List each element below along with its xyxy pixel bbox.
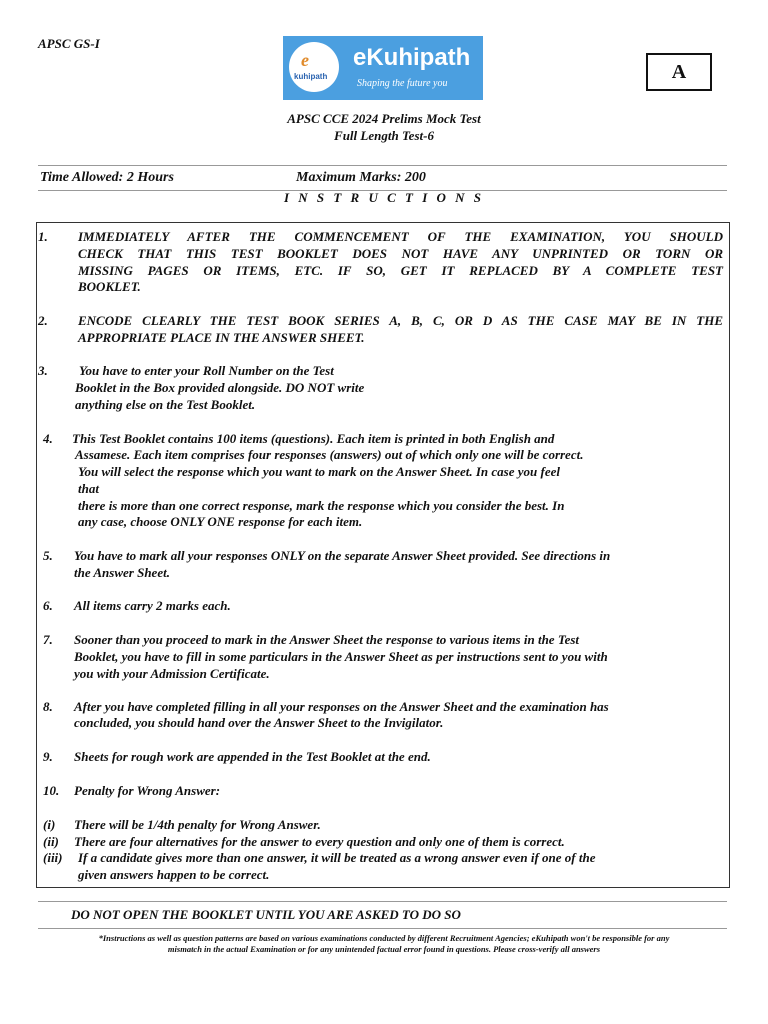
instruction-4-line: there is more than one correct response, mark the response which you consider the best. In: [78, 498, 565, 513]
instruction-5-line: You have to mark all your responses ONLY on the separate Answer Sheet provided. See directions in: [74, 548, 611, 563]
test-series-letter: A: [671, 60, 687, 83]
instruction-2-line: ENCODE CLEARLY THE TEST BOOK SERIES A, B, C, OR D AS THE CASE MAY BE IN THE: [78, 313, 723, 328]
instruction-4-line: This Test Booklet contains 100 items (questions). Each item is printed in both English and: [72, 431, 555, 446]
test-series-box: [646, 53, 712, 91]
instruction-number: 9.: [43, 749, 53, 764]
instruction-7-line: you with your Admission Certificate.: [74, 666, 270, 681]
instruction-1-line: CHECK THAT THIS TEST BOOKLET DOES NOT HAVE ANY UNPRINTED OR TORN OR: [78, 246, 723, 261]
instruction-number: 3.: [38, 363, 48, 378]
instruction-8-line: concluded, you should hand over the Answer Sheet to the Invigilator.: [74, 715, 444, 730]
instruction-number: 4.: [43, 431, 53, 446]
do-not-open-warning: DO NOT OPEN THE BOOKLET UNTIL YOU ARE ASKED TO DO SO: [71, 907, 461, 922]
penalty-number: (i): [43, 817, 56, 832]
time-allowed: Time Allowed: 2 Hours: [40, 170, 174, 185]
divider: [38, 165, 727, 166]
subject-code: APSC GS-I: [38, 36, 100, 51]
instruction-3-line: You have to enter your Roll Number on the Test: [79, 363, 334, 378]
instruction-number: 5.: [43, 548, 53, 563]
instruction-3-line: Booklet in the Box provided alongside. DO NOT write: [75, 380, 365, 395]
test-subtitle: Full Length Test-6: [334, 128, 434, 143]
penalty-line: There will be 1/4th penalty for Wrong Answer.: [74, 817, 321, 832]
test-title: APSC CCE 2024 Prelims Mock Test: [287, 111, 481, 126]
instruction-4-line: Assamese. Each item comprises four responses (answers) out of which only one will be correct.: [75, 447, 584, 462]
footnote-line: mismatch in the actual Examination or for any unintended factual error found in questions. Please cross-verify all answers: [167, 944, 601, 954]
instruction-number: 8.: [43, 699, 53, 714]
instruction-1-line: BOOKLET.: [78, 279, 141, 294]
instruction-7-line: Booklet, you have to fill in some particulars in the Answer Sheet as per instructions sent to you with: [74, 649, 608, 664]
instruction-5-line: the Answer Sheet.: [74, 565, 170, 580]
instruction-7-line: Sooner than you proceed to mark in the Answer Sheet the response to various items in the Test: [74, 632, 580, 647]
instruction-1-line: IMMEDIATELY AFTER THE COMMENCEMENT OF THE EXAMINATION, YOU SHOULD: [78, 229, 723, 244]
instruction-1-line: MISSING PAGES OR ITEMS, ETC. IF SO, GET IT REPLACED BY A COMPLETE TEST: [78, 263, 723, 278]
instruction-10-line: Penalty for Wrong Answer:: [74, 783, 221, 798]
instruction-9-line: Sheets for rough work are appended in the Test Booklet at the end.: [74, 749, 431, 764]
penalty-line: There are four alternatives for the answer to every question and only one of them is correct.: [74, 834, 565, 849]
instruction-4-line: You will select the response which you want to mark on the Answer Sheet. In case you feel: [78, 464, 560, 479]
instruction-number: 7.: [43, 632, 53, 647]
logo-small-text: kuhipath: [294, 72, 328, 81]
penalty-number: (iii): [43, 850, 63, 865]
logo-name: eKuhipath: [353, 44, 471, 71]
logo-mark: e: [301, 50, 309, 70]
instruction-number: 6.: [43, 598, 53, 613]
ekuhipath-logo: [283, 36, 483, 100]
instruction-4-line: that: [78, 481, 99, 496]
maximum-marks: Maximum Marks: 200: [296, 170, 426, 185]
logo-tagline: Shaping the future you: [357, 78, 448, 89]
logo-emblem-icon: [289, 42, 339, 92]
disclaimer-footnote: [36, 933, 732, 955]
instruction-number: 1.: [38, 229, 48, 244]
penalty-number: (ii): [43, 834, 59, 849]
instruction-2-line: APPROPRIATE PLACE IN THE ANSWER SHEET.: [78, 330, 365, 345]
penalty-line: If a candidate gives more than one answer, it will be treated as a wrong answer even if one of the: [78, 850, 596, 865]
instruction-4-line: any case, choose ONLY ONE response for each item.: [78, 514, 363, 529]
penalty-line: given answers happen to be correct.: [78, 867, 270, 882]
footnote-line: *Instructions as well as question patterns are based on various examinations conducted by different Recruitment Agencies; eKuhipath won't be responsible for any: [98, 933, 670, 943]
instruction-number: 2.: [38, 313, 48, 328]
instruction-number: 10.: [43, 783, 60, 798]
divider: [38, 901, 727, 902]
divider: [38, 928, 727, 929]
instruction-3-line: anything else on the Test Booklet.: [75, 397, 256, 412]
instruction-6-line: All items carry 2 marks each.: [74, 598, 231, 613]
instruction-8-line: After you have completed filling in all your responses on the Answer Sheet and the examination has: [74, 699, 609, 714]
instructions-heading: I N S T R U C T I O N S: [283, 190, 485, 205]
